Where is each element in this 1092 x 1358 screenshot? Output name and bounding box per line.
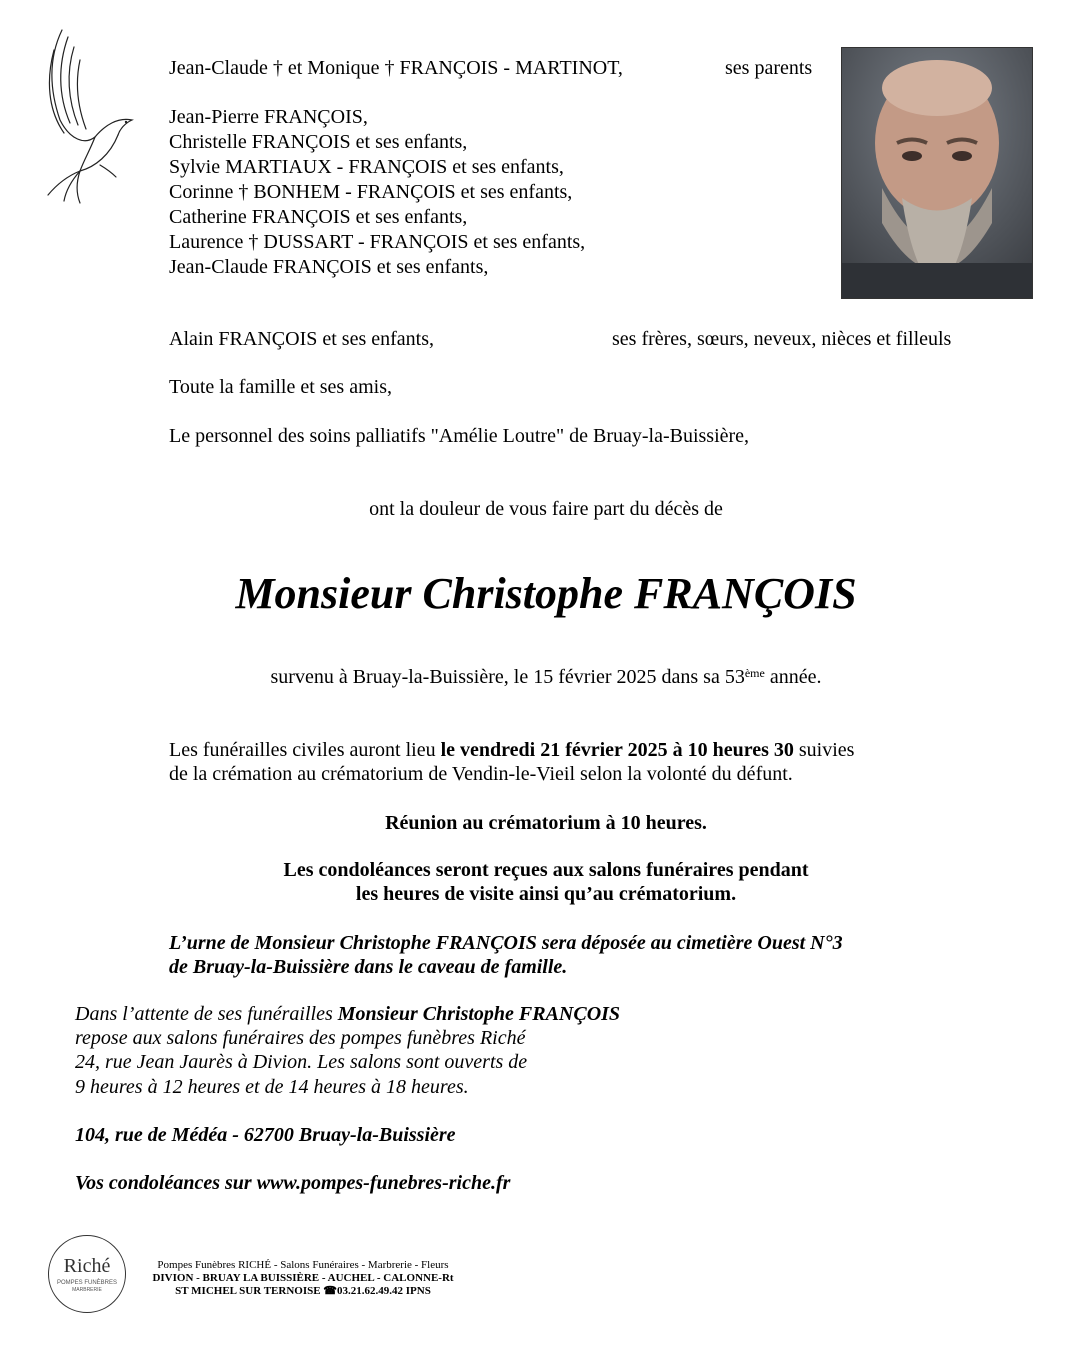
sibling-line: Jean-Claude FRANÇOIS et ses enfants, [169, 256, 489, 278]
logo-sub2: MARBRERIE [72, 1287, 102, 1293]
staff-line: Le personnel des soins palliatifs "Amélie Loutre" de Bruay-la-Buissière, [169, 425, 750, 447]
sibling-line: Catherine FRANÇOIS et ses enfants, [169, 206, 468, 228]
urn-line-2: de Bruay-la-Buissière dans le caveau de famille. [169, 956, 568, 978]
logo-sub1: POMPES FUNÈBRES [56, 1280, 117, 1286]
sibling-line: Christelle FRANÇOIS et ses enfants, [169, 131, 468, 153]
rest-line-4: 9 heures à 12 heures et de 14 heures à 18 heures. [75, 1076, 469, 1098]
funeral-text-a: Les funérailles civiles auront lieu [169, 739, 441, 761]
announcement-intro: ont la douleur de vous faire part du décès de [369, 498, 723, 520]
riche-logo [48, 1235, 126, 1313]
funeral-line-1 [169, 738, 854, 763]
rest-line-1 [75, 1002, 620, 1027]
funeral-text-c: suivies [793, 739, 855, 761]
death-end: année. [764, 666, 822, 688]
footer-line-1: Pompes Funèbres RICHÉ - Salons Funéraires - Marbrerie - Fleurs [157, 1259, 449, 1271]
family-friends: Toute la famille et ses amis, [169, 376, 392, 398]
dove-icon [40, 25, 140, 205]
logo-name: Riché [63, 1255, 111, 1277]
death-sup: ème [744, 666, 765, 680]
deceased-name: Monsieur Christophe FRANÇOIS [235, 569, 857, 618]
sibling-line: Jean-Pierre FRANÇOIS, [169, 106, 368, 128]
sibling-line: Laurence † DUSSART - FRANÇOIS et ses enfants, [169, 231, 586, 253]
sibling-line: Sylvie MARTIAUX - FRANÇOIS et ses enfants, [169, 156, 564, 178]
footer-line-3: ST MICHEL SUR TERNOISE ☎03.21.62.49.42 IPNS [175, 1285, 431, 1297]
death-text: survenu à Bruay-la-Buissière, le 15 février 2025 dans sa 53 [270, 666, 745, 688]
parents-names: Jean-Claude † et Monique † FRANÇOIS - MARTINOT, [169, 57, 623, 79]
siblings-role: ses frères, sœurs, neveux, nièces et filleuls [612, 328, 952, 350]
urn-line-1: L’urne de Monsieur Christophe FRANÇOIS sera déposée au cimetière Ouest N°3 [169, 932, 843, 954]
rest-line-3: 24, rue Jean Jaurès à Divion. Les salons sont ouverts de [75, 1051, 528, 1073]
funeral-date: le vendredi 21 février 2025 à 10 heures 30 [440, 739, 794, 761]
sibling-line: Corinne † BONHEM - FRANÇOIS et ses enfants, [169, 181, 573, 203]
condolences-line-1: Les condoléances seront reçues aux salons funéraires pendant [283, 859, 809, 881]
meeting-line: Réunion au crématorium à 10 heures. [385, 812, 707, 834]
portrait-photo [841, 47, 1033, 299]
website-line: Vos condoléances sur www.pompes-funebres-riche.fr [75, 1172, 511, 1194]
condolences-line-2: les heures de visite ainsi qu’au crématorium. [355, 883, 737, 905]
footer-line-2: DIVION - BRUAY LA BUISSIÈRE - AUCHEL - CALONNE-Rt [152, 1272, 454, 1284]
rest-name: Monsieur Christophe FRANÇOIS [337, 1003, 621, 1025]
rest-line-2: repose aux salons funéraires des pompes funèbres Riché [75, 1027, 526, 1049]
sibling-line: Alain FRANÇOIS et ses enfants, [169, 328, 434, 350]
death-details [0, 665, 1092, 690]
address-line: 104, rue de Médéa - 62700 Bruay-la-Buissière [75, 1124, 456, 1146]
funeral-line-2: de la crémation au crématorium de Vendin-le-Vieil selon la volonté du défunt. [169, 763, 793, 785]
parents-role: ses parents [725, 57, 813, 79]
rest-text-a: Dans l’attente de ses funérailles [75, 1003, 338, 1025]
